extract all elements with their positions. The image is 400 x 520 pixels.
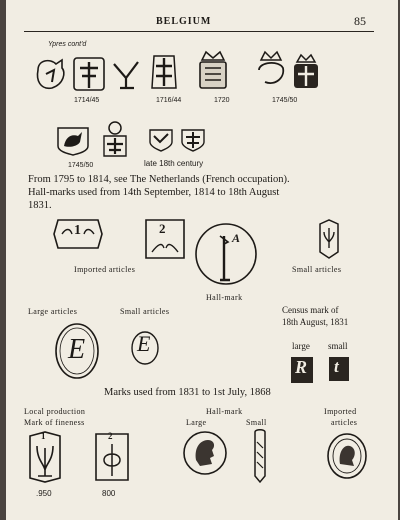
- large-articles-label: Large articles: [28, 307, 78, 316]
- page-number: 85: [354, 14, 366, 28]
- mark-of-fineness-label: Mark of fineness: [24, 418, 85, 427]
- paragraph-line-2: Hall-marks used from 14th September, 1814 to 18th August: [28, 187, 280, 198]
- hallmark-large-label: Large: [186, 418, 207, 427]
- ypres-date-2: 1716/44: [156, 97, 182, 104]
- imported-1831-label-2: articles: [331, 418, 358, 427]
- page-header-title: BELGIUM: [156, 16, 212, 27]
- imported-articles-label: Imported articles: [74, 265, 136, 274]
- local-fineness-mark-2-digit: 2: [108, 431, 113, 441]
- census-label-1: Census mark of: [282, 305, 339, 315]
- local-fineness-mark-1-digit: 1: [41, 431, 46, 441]
- ypres-mark-y-letter: [110, 56, 144, 92]
- small-articles-label-1: Small articles: [292, 265, 342, 274]
- ypres-mark-crown-shield: [291, 52, 321, 92]
- header-rule: [24, 31, 374, 32]
- hallmark-small-label: Small: [246, 418, 267, 427]
- paragraph-line-3: 1831.: [28, 200, 52, 211]
- ypres-label: Ypres cont'd: [48, 41, 87, 48]
- ypres-date-5: 1745/50: [68, 162, 94, 169]
- ypres-date-1: 1714/45: [74, 97, 100, 104]
- hallmark-letter: A: [232, 231, 241, 245]
- book-page: [6, 0, 398, 520]
- imported-1831-mark: [326, 432, 368, 480]
- ypres-mark-crown-lion: [196, 48, 230, 94]
- census-large-label: large: [292, 341, 310, 351]
- ypres-date-3: 1720: [214, 97, 230, 104]
- hallmark-large-head: [182, 430, 228, 476]
- local-production-label: Local production: [24, 407, 86, 416]
- hallmark-circle-a: [194, 222, 258, 286]
- census-small-letter: t: [334, 357, 339, 376]
- ypres-date-6: late 18th century: [144, 159, 204, 168]
- imported-1831-label-1: Imported: [324, 407, 357, 416]
- ypres-mark-crown-letter: [32, 56, 70, 94]
- marks-1831-heading: Marks used from 1831 to 1st July, 1868: [104, 387, 271, 398]
- small-articles-letter: E: [137, 331, 151, 356]
- small-articles-mark: [316, 218, 342, 260]
- ypres-mark-crown-cross: [100, 120, 130, 160]
- census-small-label: small: [328, 341, 348, 351]
- paragraph-line-1: From 1795 to 1814, see The Netherlands (French occupation).: [28, 174, 290, 185]
- hallmark-label: Hall-mark: [206, 293, 243, 302]
- census-small-mark: [328, 356, 350, 382]
- ypres-mark-cross: [72, 54, 106, 94]
- ypres-mark-small-shield-2: [180, 128, 206, 152]
- census-large-letter: R: [295, 357, 308, 377]
- hallmark-small-mark: [250, 428, 270, 484]
- small-articles-label-2: Small articles: [120, 307, 170, 316]
- ypres-mark-crown-j: [253, 50, 289, 92]
- ypres-mark-double-cross: [148, 52, 180, 94]
- large-articles-letter: E: [68, 334, 86, 365]
- imported-mark-2-digit: 2: [159, 221, 166, 236]
- hallmark-1831-label: Hall-mark: [206, 407, 243, 416]
- ypres-date-4: 1745/50: [272, 97, 298, 104]
- fineness-value-2: 800: [102, 489, 116, 498]
- imported-mark-1-digit: 1: [74, 223, 81, 238]
- ypres-mark-small-shield-1: [148, 128, 174, 152]
- ypres-mark-lion-shield: [56, 126, 90, 156]
- census-label-2: 18th August, 1831: [282, 317, 349, 327]
- fineness-value-1: .950: [36, 489, 52, 498]
